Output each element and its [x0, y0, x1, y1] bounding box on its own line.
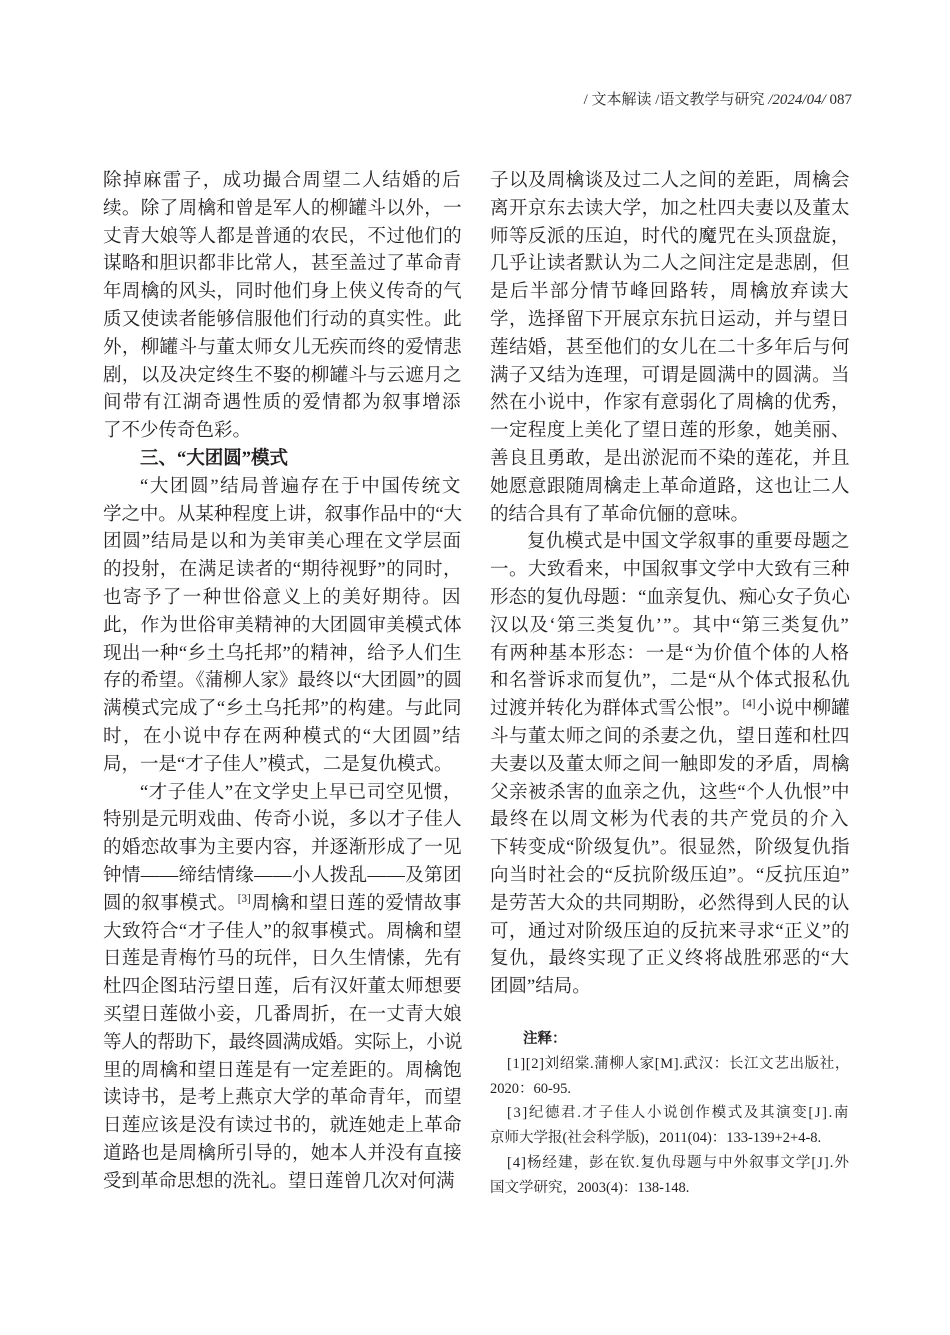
line-text: 受到革命思想的洗礼。望日莲曾几次对何满 [103, 1171, 455, 1192]
line-text: 钟情——缔结情缘——小人拨乱——及第团 [103, 865, 462, 886]
citation-marker: [4] [742, 698, 756, 711]
line-segment: 过渡并转化为群体式雪公恨”。 [490, 699, 742, 720]
line-text: 向当时社会的“反抗阶级压迫”。“反抗压迫” [490, 865, 850, 886]
line-text: 间带有江湖奇遇性质的爱情都为叙事增添 [103, 393, 462, 414]
text-line [490, 641, 850, 669]
line-text: 国文学研究，2003(4)：138-148. [490, 1179, 690, 1196]
line-text: 谋略和胆识都非比常人，甚至盖过了革命青 [103, 254, 462, 275]
line-text: 2020：60-95. [490, 1080, 571, 1097]
text-line [490, 446, 850, 474]
text-line [103, 390, 462, 418]
text-line [103, 168, 462, 196]
line-text: 剧，以及决定终生不娶的柳罐斗与云遮月之 [103, 365, 462, 386]
line-text [103, 891, 462, 921]
text-line [103, 863, 462, 891]
paragraph [103, 780, 462, 1197]
text-line [103, 668, 462, 696]
text-line [103, 835, 462, 863]
note-item [490, 1101, 850, 1151]
text-line [103, 418, 462, 446]
text-line [490, 1077, 850, 1102]
text-line [490, 1052, 850, 1077]
citation-marker: [3] [237, 893, 251, 906]
text-line [490, 335, 850, 363]
line-text: 团圆”结局是以和为美审美心理在文学层面 [103, 532, 462, 553]
note-item [490, 1151, 850, 1201]
line-text: 下转变成“阶级复仇”。很显然，阶级复仇指 [490, 838, 850, 859]
text-line [490, 1126, 850, 1151]
text-line [103, 1030, 462, 1058]
line-text: 学，选择留下开展京东抗日运动，并与望日 [490, 309, 850, 330]
line-text: 道路也是周檎所引导的，她本人并没有直接 [103, 1143, 462, 1164]
text-line [490, 363, 850, 391]
text-line [103, 696, 462, 724]
text-line [103, 1058, 462, 1086]
line-text: “大团圆”结局普遍存在于中国传统文 [140, 476, 462, 497]
line-text: 汉以及‘第三类复仇’”。其中“第三类复仇” [490, 615, 850, 636]
line-text: 里的周檎和望日莲是有一定差距的。周檎饱 [103, 1060, 462, 1081]
text-line [490, 1151, 850, 1176]
running-header [584, 89, 852, 111]
text-line [103, 641, 462, 669]
line-text: [1][2]刘绍棠.蒲柳人家[M].武汉：长江文艺出版社， [507, 1055, 850, 1072]
text-line [490, 807, 850, 835]
text-line [490, 696, 850, 724]
section-heading [103, 446, 462, 474]
text-line [490, 946, 850, 974]
text-line [490, 585, 850, 613]
text-line [103, 1169, 462, 1197]
line-text: 最终在以周文彬为代表的共产党员的介入 [490, 810, 850, 831]
text-line [103, 251, 462, 279]
text-line [103, 1002, 462, 1030]
text-line [103, 974, 462, 1002]
text-line [490, 1101, 850, 1126]
line-text: 满子又结为连理，可谓是圆满中的圆满。当 [490, 365, 850, 386]
text-line [103, 529, 462, 557]
text-line [490, 474, 850, 502]
line-text: 大致符合“才子佳人”的叙事模式。周檎和望 [103, 921, 462, 942]
line-text: 的婚恋故事为主要内容，并逐渐形成了一见 [103, 838, 462, 859]
line-text: 京师大学报(社会科学版)，2011(04)：133-139+2+4-8. [490, 1130, 822, 1147]
text-line [103, 613, 462, 641]
text-line [103, 307, 462, 335]
line-text: 的结合具有了革命伉俪的意味。 [490, 504, 750, 525]
continued-paragraph [103, 168, 462, 446]
line-text: 复仇，最终实现了正义终将战胜邪恶的“大 [490, 949, 850, 970]
text-line [490, 1176, 850, 1201]
line-text: 斗与董太师之间的杀妻之仇，望日莲和杜四 [490, 726, 850, 747]
line-text: 等人的帮助下，最终圆满成婚。实际上，小说 [103, 1032, 462, 1053]
header-page-number: 087 [825, 92, 852, 108]
line-segment: 圆的叙事模式。 [103, 893, 237, 914]
text-line [490, 780, 850, 808]
text-line [490, 529, 850, 557]
note-item [490, 1052, 850, 1102]
text-line [103, 1113, 462, 1141]
text-line [103, 224, 462, 252]
text-line [490, 919, 850, 947]
line-text: 局，一是“才子佳人”模式，二是复仇模式。 [103, 754, 453, 775]
line-text: 也寄予了一种世俗意义上的美好期待。因 [103, 587, 462, 608]
line-text: 团圆”结局。 [490, 977, 591, 998]
line-text: [4]杨经建，彭在钦.复仇母题与中外叙事文学[J].外 [507, 1154, 850, 1171]
text-line [490, 418, 850, 446]
text-line [103, 1141, 462, 1169]
left-column [103, 168, 462, 1196]
text-line [490, 752, 850, 780]
text-line [490, 168, 850, 196]
text-line [490, 390, 850, 418]
line-text: 学之中。从某种程度上讲，叙事作品中的“大 [103, 504, 462, 525]
line-text: 外，柳罐斗与董太师女儿无疾而终的爱情悲 [103, 337, 462, 358]
line-text: “才子佳人”在文学史上早已司空见惯， [140, 782, 462, 803]
line-text: 师等反派的压迫，时代的魔咒在头顶盘旋， [490, 226, 850, 247]
line-text [490, 696, 850, 726]
line-text: 的投射，在满足读者的“期待视野”的同时， [103, 560, 462, 581]
line-text: 日莲是青梅竹马的玩伴，日久生情愫，先有 [103, 949, 462, 970]
line-text: 她愿意跟随周檎走上革命道路，这也让二人 [490, 476, 850, 497]
text-line [490, 613, 850, 641]
header-issue: /2024/04/ [764, 92, 826, 108]
notes-title [490, 1027, 850, 1052]
line-text: 和名誉诉求而复仇”，二是“从个体式报私仇 [490, 671, 850, 692]
notes-title-text: 注释： [523, 1031, 567, 1047]
text-line [103, 474, 462, 502]
text-line [490, 835, 850, 863]
line-segment: 周檎和望日莲的爱情故事 [251, 893, 462, 914]
text-line [103, 780, 462, 808]
line-text: 读诗书，是考上燕京大学的革命青年，而望 [103, 1088, 462, 1109]
line-text: 形态的复仇母题：“血亲复仇、痴心女子负心 [490, 587, 850, 608]
line-text: 买望日莲做小妾，几番周折，在一丈青大娘 [103, 1004, 462, 1025]
text-line [103, 335, 462, 363]
line-text: 善良且勇敢，是出淤泥而不染的莲花，并且 [490, 448, 850, 469]
line-text: 父亲被杀害的血亲之仇，这些“个人仇恨”中 [490, 782, 850, 803]
line-text: 杜四企图玷污望日莲，后有汉奸董太师想要 [103, 977, 462, 998]
text-line [103, 196, 462, 224]
line-text: 特别是元明戏曲、传奇小说，多以才子佳人 [103, 810, 462, 831]
text-line [103, 363, 462, 391]
line-text: 可，通过对阶级压迫的反抗来寻求“正义”的 [490, 921, 850, 942]
line-text: 子以及周檎谈及过二人之间的差距，周檎会 [490, 171, 850, 191]
line-text: 现出一种“乡土乌托邦”的精神，给予人们生 [103, 643, 462, 664]
line-text: 存的希望。《蒲柳人家》最终以“大团圆”的圆 [103, 671, 462, 692]
line-text: 有两种基本形态：一是“为价值个体的人格 [490, 643, 850, 664]
line-text: 丈青大娘等人都是普通的农民，不过他们的 [103, 226, 462, 247]
line-text: 续。除了周檎和曾是军人的柳罐斗以外，一 [103, 198, 462, 219]
text-line [490, 251, 850, 279]
right-column [490, 168, 850, 1002]
text-line [490, 668, 850, 696]
text-line [103, 946, 462, 974]
paragraph [490, 529, 850, 1002]
line-text: 满模式完成了“乡土乌托邦”的构建。与此同 [103, 699, 462, 720]
line-text: 然在小说中，作家有意弱化了周檎的优秀， [490, 393, 850, 414]
text-line [103, 502, 462, 530]
line-text: 日莲应该是没有读过书的，就连她走上革命 [103, 1116, 462, 1137]
line-text: 年周檎的风头，同时他们身上侠义传奇的气 [103, 282, 462, 303]
header-section: / 文本解读 / [583, 92, 660, 108]
line-text: 莲结婚，甚至他们的女儿在二十多年后与何 [490, 337, 850, 358]
line-segment: 小说中柳罐 [756, 699, 850, 720]
text-line [490, 196, 850, 224]
line-text: 复仇模式是中国文学叙事的重要母题之 [527, 532, 850, 553]
text-line [103, 752, 462, 780]
line-text: 一。大致看来，中国叙事文学中大致有三种 [490, 560, 850, 581]
text-line [490, 724, 850, 752]
line-text: 几乎让读者默认为二人之间注定是悲剧，但 [490, 254, 850, 275]
header-journal-title: 语文教学与研究 [659, 92, 765, 108]
text-line [490, 974, 850, 1002]
text-line [103, 279, 462, 307]
continued-paragraph [490, 168, 850, 529]
line-text: 时，在小说中存在两种模式的“大团圆”结 [103, 726, 462, 747]
text-line [103, 585, 462, 613]
text-line [103, 891, 462, 919]
paragraph [103, 474, 462, 780]
notes-section [490, 1027, 850, 1201]
text-line [490, 224, 850, 252]
text-line [490, 557, 850, 585]
line-text: 一定程度上美化了望日莲的形象，她美丽、 [490, 421, 850, 442]
line-text: 此，作为世俗审美精神的大团圆审美模式体 [103, 615, 462, 636]
line-text: 是劳苦大众的共同期盼，必然得到人民的认 [490, 893, 850, 914]
line-text: 离开京东去读大学，加之杜四夫妻以及董太 [490, 198, 850, 219]
line-text: 是后半部分情节峰回路转，周檎放弃读大 [490, 282, 850, 303]
text-line [490, 279, 850, 307]
section-heading-text: 三、“大团圆”模式 [140, 448, 289, 469]
line-text: 夫妻以及董太师之间一触即发的矛盾，周檎 [490, 754, 850, 775]
text-line [103, 807, 462, 835]
text-line [490, 502, 850, 530]
text-line [490, 891, 850, 919]
text-line [490, 307, 850, 335]
text-line [103, 557, 462, 585]
text-line [103, 919, 462, 947]
text-line [103, 724, 462, 752]
line-text: 除掉麻雷子，成功撮合周望二人结婚的后 [103, 171, 462, 191]
line-text: 了不少传奇色彩。 [103, 421, 252, 442]
text-line [103, 1085, 462, 1113]
line-text: [3]纪德君.才子佳人小说创作模式及其演变[J].南 [507, 1105, 850, 1122]
text-line [490, 863, 850, 891]
line-text: 质又使读者能够信服他们行动的真实性。此 [103, 309, 462, 330]
